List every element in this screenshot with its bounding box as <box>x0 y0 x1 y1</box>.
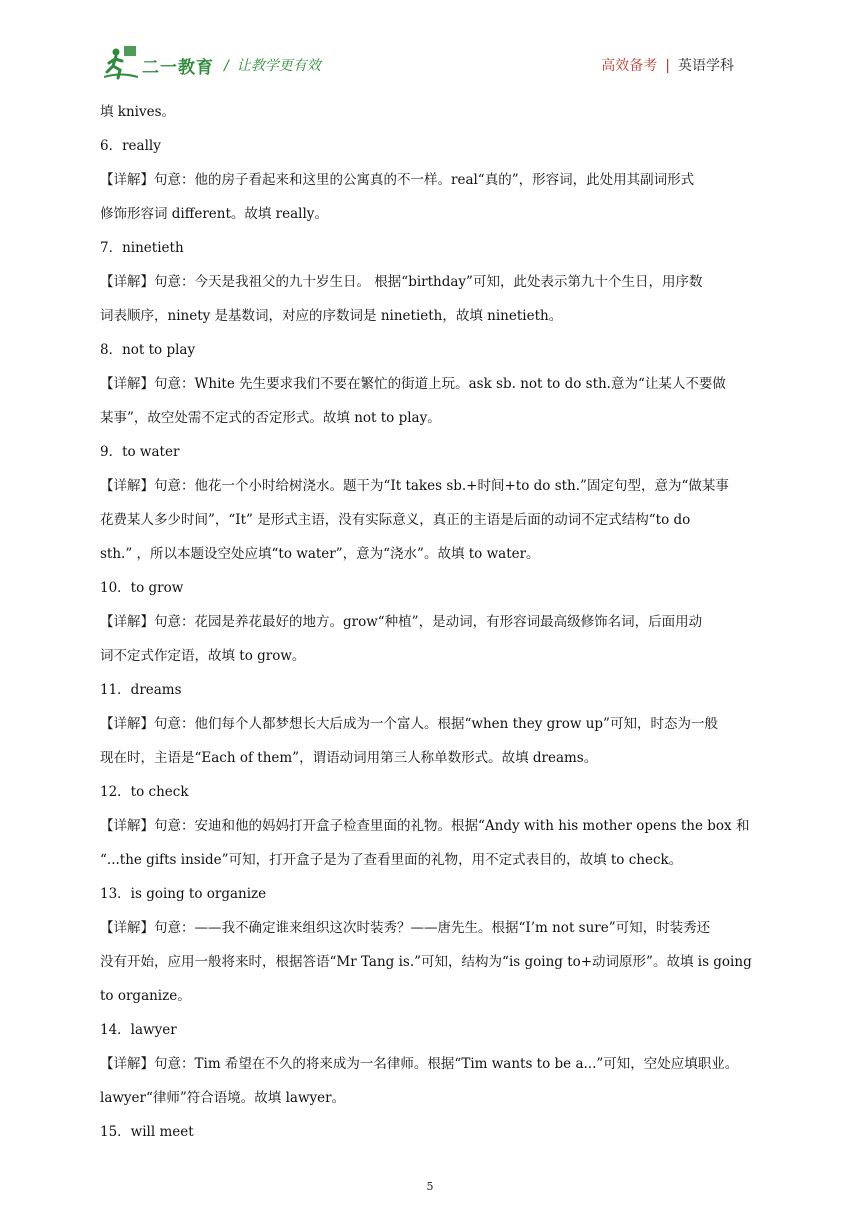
text-line: 填 knives。 <box>100 104 176 120</box>
page-header <box>0 0 860 90</box>
answer-line: 10．to grow <box>100 580 184 596</box>
answer-line: 13．is going to organize <box>100 886 267 902</box>
explanation-line: 【详解】句意：他的房子看起来和这里的公寓真的不一样。real“真的”，形容词，此处用其副词形式 <box>100 172 695 188</box>
answer-line: 11．dreams <box>100 682 182 698</box>
header-tag: 高效备考 <box>601 58 658 74</box>
answer-line: 12．to check <box>100 784 189 800</box>
explanation-line: lawyer“律师”符合语境。故填 lawyer。 <box>100 1090 346 1106</box>
explanation-line: 修饰形容词 different。故填 really。 <box>100 206 328 222</box>
explanation-line: 现在时，主语是“Each of them”，谓语动词用第三人称单数形式。故填 dreams。 <box>100 750 598 766</box>
answer-line: 9．to water <box>100 444 180 460</box>
explanation-line: “...the gifts inside”可知，打开盒子是为了查看里面的礼物，用不定式表目的，故填 to check。 <box>100 852 683 868</box>
explanation-line: 【详解】句意：安迪和他的妈妈打开盒子检查里面的礼物。根据“Andy with his mother opens the box 和 <box>100 818 750 834</box>
slogan: / 让教学更有效 <box>224 58 321 74</box>
answer-line: 15．will meet <box>100 1124 194 1140</box>
explanation-line: 【详解】句意：——我不确定谁来组织这次时装秀？——唐先生。根据“I’m not sure”可知，时装秀还 <box>100 920 711 936</box>
slogan-text: 让教学更有效 <box>236 58 321 74</box>
explanation-line: 【详解】句意：今天是我祖父的九十岁生日。 根据“birthday”可知，此处表示第九十个生日，用序数 <box>100 274 703 290</box>
explanation-line: 没有开始，应用一般将来时，根据答语“Mr Tang is.”可知，结构为“is going to+动词原形”。故填 is going <box>100 954 752 970</box>
header-subject-label: 英语学科 <box>678 58 734 74</box>
answer-line: 7．ninetieth <box>100 240 184 256</box>
logo-text: 二一教育 <box>142 58 214 78</box>
explanation-line: to organize。 <box>100 988 191 1004</box>
explanation-line: 某事”，故空处需不定式的否定形式。故填 not to play。 <box>100 410 441 426</box>
header-subject <box>601 55 734 75</box>
explanation-line: 【详解】句意：他花一个小时给树浇水。题干为“It takes sb.+时间+to do sth.”固定句型，意为“做某事 <box>100 478 729 494</box>
answer-line: 6．really <box>100 138 161 154</box>
explanation-line: 【详解】句意：他们每个人都梦想长大后成为一个富人。根据“when they grow up”可知，时态为一般 <box>100 716 718 732</box>
explanation-line: 【详解】句意：Tim 希望在不久的将来成为一名律师。根据“Tim wants to be a...”可知，空处应填职业。 <box>100 1056 739 1072</box>
page-number: 5 <box>426 1180 434 1193</box>
header-separator: | <box>665 58 670 74</box>
explanation-line: 花费某人多少时间”，“It” 是形式主语，没有实际意义，真正的主语是后面的动词不定式结构“to do <box>100 512 691 528</box>
explanation-line: 【详解】句意：花园是养花最好的地方。grow“种植”，是动词，有形容词最高级修饰名词，后面用动 <box>100 614 703 630</box>
answer-content <box>100 95 760 1149</box>
explanation-line: 词表顺序，ninety 是基数词，对应的序数词是 ninetieth，故填 ninetieth。 <box>100 308 563 324</box>
answer-line: 8．not to play <box>100 342 196 358</box>
explanation-line: sth.” ，所以本题设空处应填“to water”，意为“浇水”。故填 to water。 <box>100 546 540 562</box>
runner-logo-icon <box>104 44 138 80</box>
explanation-line: 【详解】句意：White 先生要求我们不要在繁忙的街道上玩。ask sb. not to do sth.意为“让某人不要做 <box>100 376 726 392</box>
answer-line: 14．lawyer <box>100 1022 177 1038</box>
explanation-line: 词不定式作定语，故填 to grow。 <box>100 648 306 664</box>
